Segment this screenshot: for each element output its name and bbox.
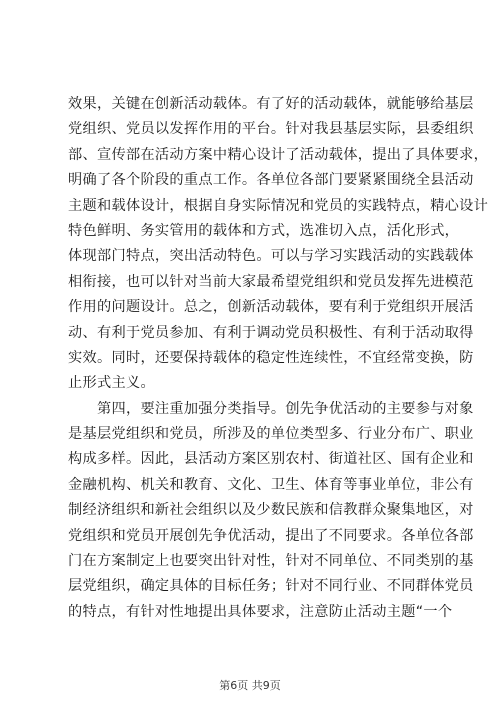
text-line: 党组织和党员开展创先争优活动，提出了不同要求。各单位各部 [68,527,474,544]
text-line: 第四，要注重加强分类指导。创先争优活动的主要参与对象 [68,400,474,417]
text-line: 部、宣传部在活动方案中精心设计了活动载体，提出了具体要求， [68,146,489,163]
text-line: 主题和载体设计，根据自身实际情况和党员的实践特点，精心设计 [68,197,489,214]
text-line: 止形式主义。 [68,375,155,392]
text-line: 是基层党组织和党员，所涉及的单位类型多、行业分布广、职业 [68,426,474,443]
text-line: 明确了各个阶段的重点工作。各单位各部门要紧紧围绕全县活动 [68,172,474,189]
text-line: 实效。同时，还要保持载体的稳定性连续性，不宜经常变换，防 [68,349,474,366]
text-line: 相衔接，也可以针对当前大家最希望党组织和党员发挥先进模范 [68,273,474,290]
text-line: 体现部门特点，突出活动特色。可以与学习实践活动的实践载体 [68,248,474,265]
text-line: 作用的问题设计。总之，创新活动载体，要有利于党组织开展活 [68,299,474,316]
text-line: 层党组织，确定具体的目标任务；针对不同行业、不同群体党员 [68,578,474,595]
text-line: 动、有利于党员参加、有利于调动党员积极性、有利于活动取得 [68,324,474,341]
text-line: 的特点，有针对性地提出具体要求，注意防止活动主题“一个 [68,603,453,620]
text-line: 党组织、党员以发挥作用的平台。针对我县基层实际，县委组织 [68,121,474,138]
text-line: 门在方案制定上也要突出针对性，针对不同单位、不同类别的基 [68,553,474,570]
page-footer: 第6页 共9页 [219,679,281,692]
text-line: 效果，关键在创新活动载体。有了好的活动载体，就能够给基层 [68,96,474,112]
text-line: 制经济组织和新社会组织以及少数民族和信教群众聚集地区，对 [68,502,474,519]
body-text [68,92,489,625]
text-line: 金融机构、机关和教育、文化、卫生、体育等事业单位，非公有 [68,476,474,493]
text-line: 特色鲜明、务实管用的载体和方式，选准切入点，活化形式， [68,222,460,239]
text-line: 构成多样。因此，县活动方案区别农村、街道社区、国有企业和 [68,451,474,468]
